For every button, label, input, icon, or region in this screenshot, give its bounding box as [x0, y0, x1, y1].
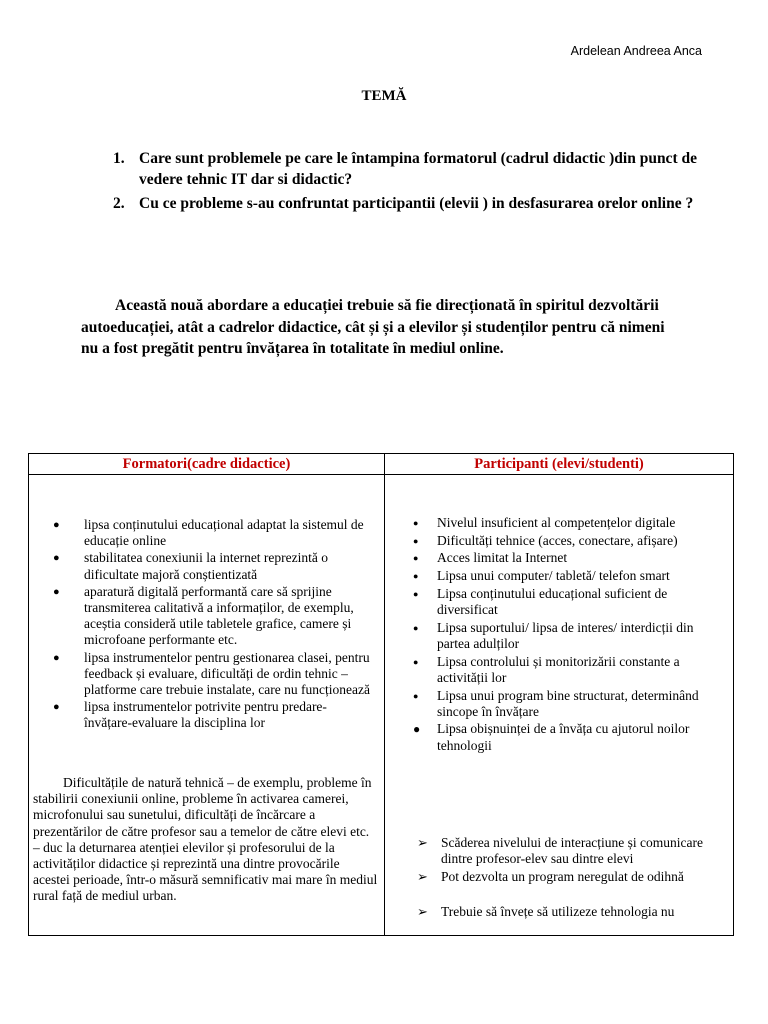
question-number: 1.: [113, 150, 125, 167]
bullet-icon: ●: [413, 553, 419, 564]
participanti-cell: [385, 475, 734, 936]
list-item-text: Lipsa unui program bine structurat, determinând sincope în învățare: [437, 687, 699, 719]
header-formatori: Formatori(cadre didactice): [29, 454, 385, 475]
list-item: [413, 533, 723, 549]
bullet-icon: ●: [53, 701, 60, 714]
list-item-text: Pot dezvolta un program neregulat de odihnă: [441, 869, 684, 885]
bullet-icon: ●: [413, 571, 419, 582]
list-item: [413, 568, 723, 584]
list-item-text: aparatură digitală performantă care să sprijine transmiterea calitativă a informaților, de exemplu, aceștia consideră utile tabletele grafice, camere și microfoane performante etc.: [84, 583, 354, 648]
list-item-text: Lipsa conținutului educațional suficient de diversificat: [437, 585, 668, 618]
list-item-text: stabilitatea conexiunii la internet reprezintă o dificultate majoră conștientizată: [84, 550, 329, 582]
list-item: [53, 650, 373, 699]
list-item-text: Lipsa suportului/ lipsa de interes/ interdicții din partea adulților: [437, 619, 694, 651]
author-name: Ardelean Andreea Anca: [570, 44, 702, 58]
arrow-bullet-icon: ➢: [417, 835, 428, 850]
list-item: [53, 517, 373, 549]
bullet-icon: ●: [53, 519, 60, 531]
arrow-bullet-icon: ➢: [417, 869, 428, 885]
participanti-list: [413, 515, 723, 755]
intro-text: Această nouă abordare a educației trebuie să fie direcționată în spiritul dezvoltării autoeducației, atât a cadrelor didactice, cât și și a elevilor și studenților pentru că nimeni nu a fost pregătit pentru învățarea în totalitate în mediul online.: [81, 297, 665, 357]
list-item: [413, 688, 723, 720]
questions-list: [113, 148, 703, 217]
list-item: [53, 699, 373, 731]
document-title: TEMĂ: [361, 88, 407, 104]
question-number: 2.: [113, 195, 125, 212]
list-item: [53, 584, 373, 649]
bullet-icon: ●: [53, 552, 60, 565]
list-item-text: Dificultăți tehnice (acces, conectare, afișare): [437, 532, 678, 548]
list-item: [413, 515, 723, 531]
bullet-icon: ●: [53, 651, 60, 664]
list-item: [413, 721, 723, 753]
question-text: Care sunt problemele pe care le întampina formatorul (cadrul didactic )din punct de vedere tehnic IT dar si didactic?: [139, 150, 697, 188]
list-item-text: Nivelul insuficient al competențelor digitale: [437, 515, 676, 530]
list-item-text: Lipsa obișnuinței de a învăța cu ajutorul noilor tehnologii: [437, 721, 690, 753]
bullet-icon: ●: [413, 622, 419, 633]
formatori-list: [53, 517, 373, 733]
list-item-text: Acces limitat la Internet: [437, 550, 568, 566]
bullet-icon: ●: [413, 588, 419, 599]
bullet-icon: ●: [413, 535, 419, 546]
list-item-text: Lipsa unui computer/ tabletă/ telefon smart: [437, 568, 670, 584]
list-item: [413, 586, 723, 618]
question-item: [113, 193, 703, 214]
list-item: [417, 835, 717, 867]
list-item: [413, 550, 723, 566]
header-participanti: Participanti (elevi/studenti): [385, 454, 734, 475]
list-item: [413, 620, 723, 652]
bullet-icon: ●: [413, 690, 419, 701]
comparison-table: [28, 453, 734, 936]
technical-difficulties-paragraph: Dificultățile de natură tehnică – de exemplu, probleme în stabilirii conexiunii online, probleme în activarea camerei, microfonului sau sunetului, dificultăți de încărcare a prezentărilor de către profesor sau a temelor de către elevi etc. – duc la deturnarea atenției elevilor și profesorului de la activităților didactice și reprezintă una dintre provocările acestei perioade, într-o măsură semnificativ mai mare în mediul rural față de mediul urban.: [33, 775, 378, 904]
list-item: [53, 550, 373, 582]
question-item: [113, 148, 703, 190]
table-header-row: [29, 454, 734, 475]
formatori-cell: [29, 475, 385, 936]
intro-paragraph: [81, 295, 681, 360]
table-body-row: [29, 475, 734, 936]
bullet-icon: ●: [53, 585, 60, 598]
list-item-text: Lipsa controlului și monitorizării constante a activității lor: [437, 653, 680, 685]
question-text: Cu ce probleme s-au confruntat participantii (elevii ) in desfasurarea orelor online ?: [139, 195, 694, 212]
list-item: [417, 869, 717, 885]
consequences-list: [417, 835, 717, 922]
list-item-text: lipsa instrumentelor potrivite pentru predare-învățare-evaluare la disciplina lor: [84, 699, 327, 731]
list-item: [413, 654, 723, 686]
arrow-bullet-icon: ➢: [417, 903, 428, 919]
list-item-text: Scăderea nivelului de interacțiune și comunicare dintre profesor-elev sau dintre elevi: [441, 835, 704, 867]
list-item: [417, 904, 717, 920]
bullet-icon: ●: [413, 722, 421, 737]
bullet-icon: ●: [413, 518, 419, 528]
list-item-text: Trebuie să învețe să utilizeze tehnologia nu: [441, 903, 675, 919]
list-item-text: lipsa instrumentelor pentru gestionarea clasei, pentru feedback și evaluare, dificultăți de ordin tehnic – platforme care trebuie instalate, care nu funcționează: [84, 649, 370, 698]
list-item-text: lipsa conținutului educațional adaptat la sistemul de educație online: [84, 517, 364, 549]
bullet-icon: ●: [413, 656, 419, 667]
